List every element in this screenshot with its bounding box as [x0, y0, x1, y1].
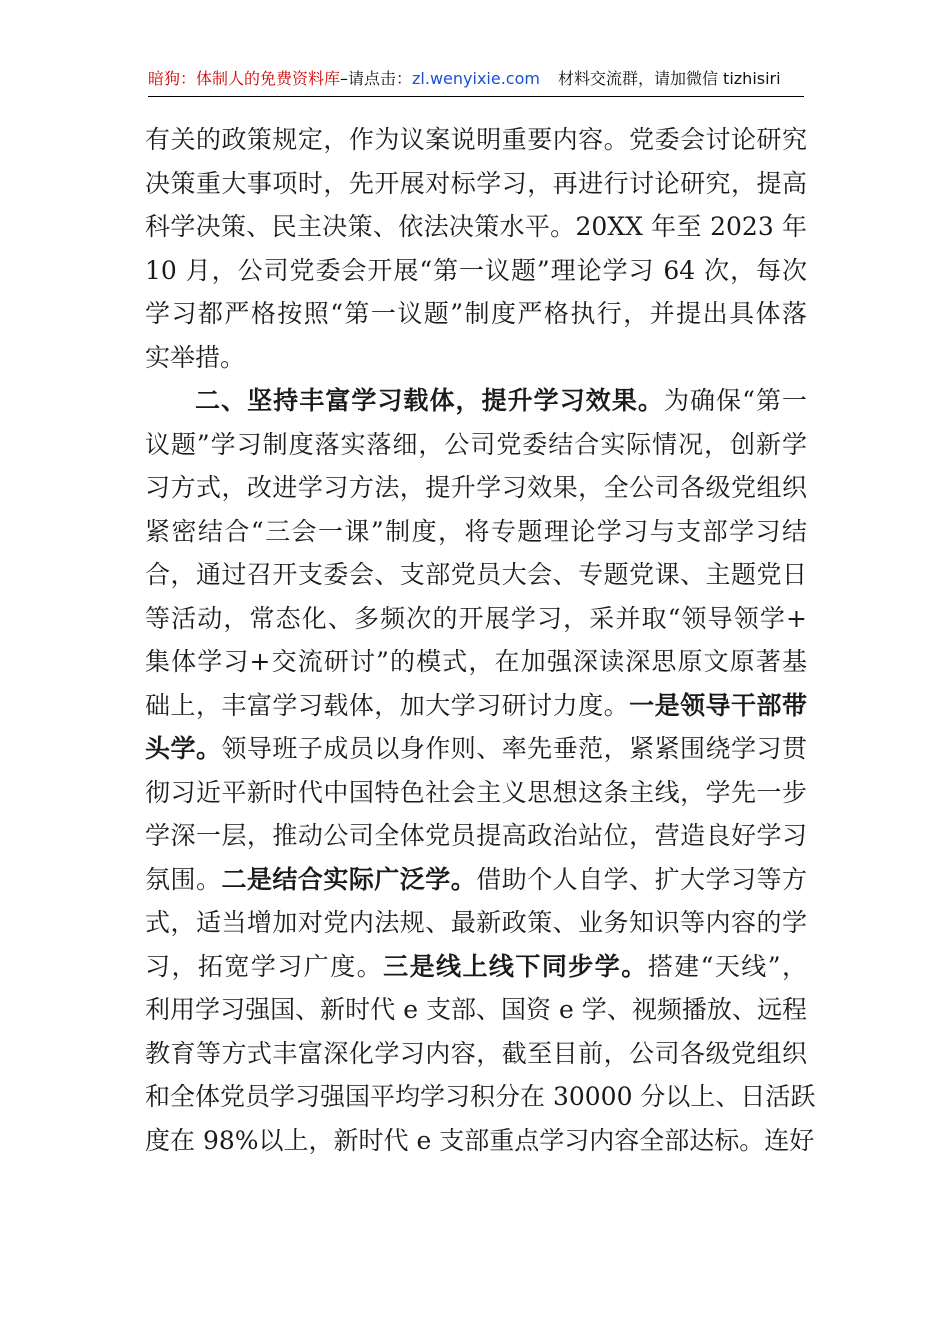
body-text-run: 集体学习+交流研讨”的模式，在加强深读深思原文原著基 — [145, 647, 807, 676]
header-url-link[interactable]: zl.wenyixie.com — [412, 69, 540, 88]
bold-heading-text: 二、坚持丰富学习载体，提升学习效果。 — [195, 386, 664, 415]
body-text-run: 合，通过召开支委会、支部党员大会、专题党课、主题党日 — [145, 560, 807, 589]
text-line — [145, 423, 807, 467]
body-text-run: 氛围。 — [145, 864, 222, 894]
body-text-run: 决策重大事项时，先开展对标学习，再进行讨论研究，提高 — [145, 168, 807, 198]
body-text-run: 度在 98%以上，新时代 e 支部重点学习内容全部达标。连好 — [145, 1125, 815, 1155]
text-line — [145, 901, 807, 945]
text-line — [145, 466, 807, 510]
body-text-run: 利用学习强国、新时代 e 支部、国资 e 学、视频播放、远程 — [145, 995, 807, 1024]
header-site-name: 暗狗：体制人的免费资料库 — [148, 69, 341, 88]
text-line — [145, 945, 807, 989]
text-line — [145, 118, 807, 162]
text-line — [145, 858, 807, 902]
text-line — [145, 379, 807, 423]
body-text-run: 学习都严格按照“第一议题”制度严格执行，并提出具体落 — [145, 299, 807, 328]
body-text-run: 习方式，改进学习方法，提升学习效果，全公司各级党组织 — [145, 473, 807, 502]
body-text-run: 等活动，常态化、多频次的开展学习，采并取“领导领学+ — [145, 603, 807, 633]
text-line — [145, 162, 807, 206]
text-line — [145, 1032, 807, 1076]
text-line — [145, 205, 807, 249]
text-line — [145, 510, 807, 554]
body-text-run: 搭建“天线”， — [647, 951, 807, 981]
bold-heading-text: 一是领导干部带 — [629, 690, 807, 720]
document-body — [145, 118, 816, 1162]
text-line — [145, 553, 807, 597]
bold-heading-text: 二是结合实际广泛学。 — [221, 864, 477, 894]
page-header — [148, 62, 804, 97]
body-text-run: 础上，丰富学习载体，加大学习研讨力度。 — [145, 690, 630, 720]
body-text-run: 习，拓宽学习广度。 — [145, 951, 384, 981]
text-line — [145, 684, 807, 728]
body-text-run: 科学决策、民主决策、依法决策水平。20XX 年至 2023 年 — [145, 212, 807, 241]
text-line — [145, 597, 807, 641]
body-text-run: 有关的政策规定，作为议案说明重要内容。党委会讨论研究 — [145, 125, 807, 154]
header-prompt: –请点击： — [340, 69, 413, 88]
text-line — [145, 1075, 816, 1119]
text-line — [145, 249, 807, 293]
text-line — [145, 814, 807, 858]
body-text-run: 彻习近平新时代中国特色社会主义思想这条主线，学先一步 — [145, 777, 807, 807]
bold-heading-text: 三是线上线下同步学。 — [383, 951, 648, 981]
body-text-run: 式，适当增加对党内法规、最新政策、业务知识等内容的学 — [145, 908, 807, 937]
text-line — [145, 292, 807, 336]
text-line — [145, 640, 807, 684]
text-line — [145, 336, 807, 380]
body-text-run: 紧密结合“三会一课”制度，将专题理论学习与支部学习结 — [145, 516, 807, 546]
body-text-run: 借助个人自学、扩大学习等方 — [476, 864, 807, 894]
text-line — [145, 988, 807, 1032]
text-line — [145, 771, 807, 815]
body-text-run: 10 月，公司党委会开展“第一议题”理论学习 64 次，每次 — [145, 255, 807, 285]
bold-heading-text: 头学。 — [145, 734, 222, 763]
body-text-run: 议题”学习制度落实落细，公司党委结合实际情况，创新学 — [145, 429, 807, 459]
text-line — [145, 727, 807, 771]
body-text-run: 和全体党员学习强国平均学习积分在 30000 分以上、日活跃 — [145, 1082, 816, 1111]
body-text-run: 教育等方式丰富深化学习内容，截至目前，公司各级党组织 — [145, 1038, 807, 1068]
header-contact: 材料交流群，请加微信 tizhisiri — [557, 69, 781, 88]
text-line — [145, 1119, 815, 1163]
body-text-run: 实举措。 — [145, 342, 246, 372]
body-text-run: 为确保“第一 — [663, 386, 807, 415]
body-text-run: 领导班子成员以身作则、率先垂范，紧紧围绕学习贯 — [221, 734, 807, 763]
body-text-run: 学深一层，推动公司全体党员提高政治站位，营造良好学习 — [145, 821, 807, 850]
